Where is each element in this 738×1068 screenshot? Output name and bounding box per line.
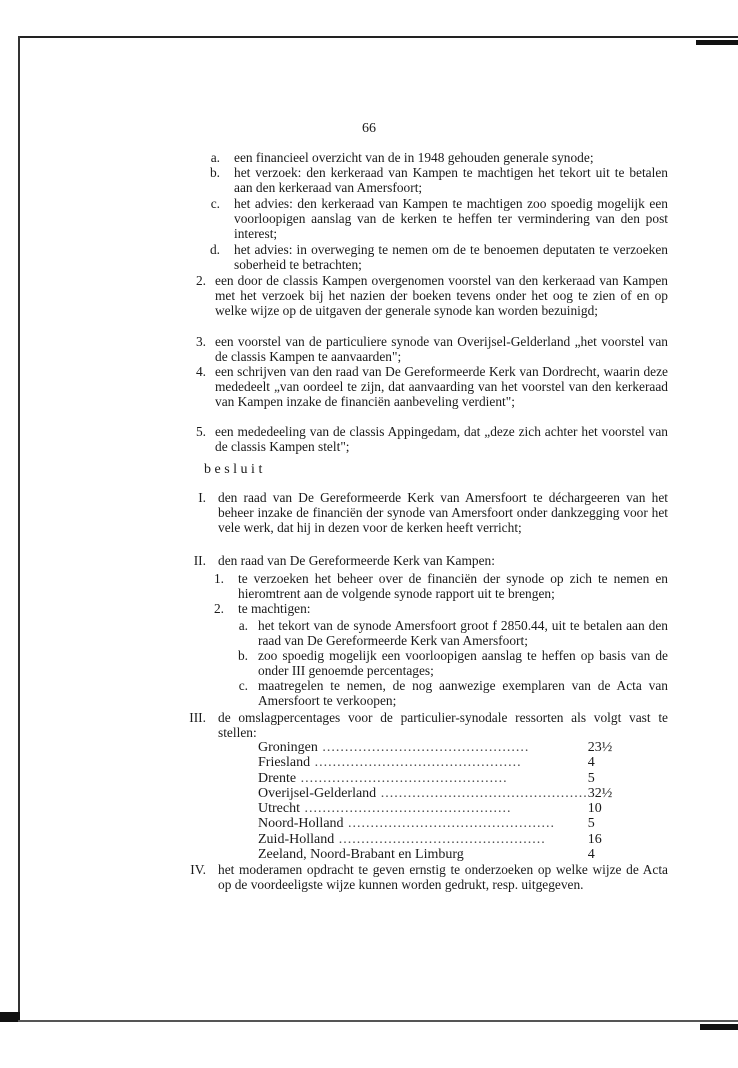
item-b-label: b. <box>209 165 220 180</box>
decision-iv-label: IV. <box>190 862 206 877</box>
item-3-text: een voorstel van de particuliere synode van Overijsel-Gelderland „het voorstel van de classis Kampen te aanvaarden"; <box>215 334 668 364</box>
percentage-row: Utrecht .............................................. 10 <box>258 801 628 816</box>
item-5-text: een mededeeling van de classis Appingedam, dat „deze zich achter het voorstel van de classis Kampen stelt"; <box>215 424 668 454</box>
percentage-row: Noord-Holland .............................................. 5 <box>258 816 628 831</box>
region-value: 23½ <box>587 740 613 755</box>
percentage-table <box>258 740 628 862</box>
percentage-row: Zuid-Holland .............................................. 16 <box>258 832 628 847</box>
region-name: Drente <box>258 770 297 786</box>
decision-ii-text: den raad van De Gereformeerde Kerk van Kampen: <box>218 553 495 568</box>
item-a-label: a. <box>210 150 220 165</box>
percentage-row: Drente .............................................. 5 <box>258 771 628 786</box>
percentage-row: Friesland .............................................. 4 <box>258 755 628 770</box>
region-name: Zuid-Holland <box>258 831 335 847</box>
decision-ii-c-label: c. <box>238 678 248 693</box>
region-name: Utrecht <box>258 801 300 817</box>
item-2-label: 2. <box>195 273 206 288</box>
item-c-text: het advies: den kerkeraad van Kampen te machtigen zoo spoedig mogelijk een voorloopigen aanslag van de kerken te heffen ter vermindering van den post interest; <box>234 196 668 241</box>
region-name: Overijsel-Gelderland <box>258 785 377 801</box>
item-4-label: 4. <box>195 364 206 379</box>
decision-ii-a-text: het tekort van de synode Amersfoort groot f 2850.44, uit te betalen aan den raad van De Gereformeerde Kerk van Amersfoort; <box>258 618 668 648</box>
decision-ii-sub2-text: te machtigen: <box>238 601 311 616</box>
item-5-label: 5. <box>195 424 206 439</box>
region-name: Noord-Holland <box>258 816 344 832</box>
page-number: 66 <box>362 121 376 136</box>
region-value: 4 <box>587 847 595 863</box>
decision-ii-sub1-text: te verzoeken het beheer over de financiën der synode op zich te nemen en hieromtrent aan de volgende synode rapport uit te brengen; <box>238 571 668 601</box>
decision-ii-c-text: maatregelen te nemen, de nog aanwezige exemplaren van de Acta van Amersfoort te verkoopen; <box>258 678 668 708</box>
decision-ii-b-label: b. <box>237 648 248 663</box>
region-value: 4 <box>587 755 595 771</box>
decision-i-text: den raad van De Gereformeerde Kerk van Amersfoort te déchargeeren van het beheer inzake de financiën der synode van Amersfoort onder dankzegging voor het vele werk, dat hij in dezen voor de kerken heeft verricht; <box>218 490 668 535</box>
item-2-text: een door de classis Kampen overgenomen voorstel van den kerkeraad van Kampen met het verzoek bij het nazien der boeken tevens onder het oog te zien of en op welke wijze op de uitgaven der generale synode kan worden bezuinigd; <box>215 273 668 318</box>
region-name: Friesland <box>258 755 311 771</box>
besluit-heading: besluit <box>204 462 266 477</box>
item-c-label: c. <box>210 196 220 211</box>
region-name: Groningen <box>258 740 318 755</box>
region-value: 32½ <box>587 785 613 801</box>
region-value: 10 <box>587 801 602 817</box>
decision-ii-label: II. <box>193 553 206 568</box>
region-value: 5 <box>587 816 595 832</box>
decision-iv-text: het moderamen opdracht te geven ernstig te onderzoeken op welke wijze de Acta op de voordeeligste wijze kunnen worden gedrukt, resp. uitgegeven. <box>218 862 668 892</box>
decision-iii-label: III. <box>189 710 206 725</box>
percentage-row: Groningen .............................................. 23½ <box>258 740 628 755</box>
decision-iii-text: de omslagpercentages voor de particulier-synodale ressorten als volgt vast te stellen: <box>218 710 668 740</box>
region-value: 16 <box>587 831 602 847</box>
item-d-label: d. <box>209 242 220 257</box>
decision-i-label: I. <box>198 490 206 505</box>
region-value: 5 <box>587 770 595 786</box>
percentage-row <box>258 847 628 862</box>
item-4-text: een schrijven van den raad van De Gereformeerde Kerk van Dordrecht, waarin deze mededeelt „van oordeel te zijn, dat aanvaarding van het voorstel van den kerkeraad van Kampen inzake de financiën aanbeveling verdient"; <box>215 364 668 409</box>
decision-ii-sub2-label: 2. <box>213 601 224 616</box>
item-a-text: een financieel overzicht van de in 1948 gehouden generale synode; <box>234 150 594 165</box>
decision-ii-sub1-label: 1. <box>213 571 224 586</box>
percentage-row: Overijsel-Gelderland .............................................. 32½ <box>258 786 628 801</box>
region-name: Zeeland, Noord-Brabant en Limburg <box>258 847 464 863</box>
decision-ii-a-label: a. <box>238 618 248 633</box>
item-3-label: 3. <box>195 334 206 349</box>
item-b-text: het verzoek: den kerkeraad van Kampen te machtigen het tekort uit te betalen aan den kerkeraad van Amersfoort; <box>234 165 668 195</box>
decision-ii-b-text: zoo spoedig mogelijk een voorloopigen aanslag te heffen op basis van de onder III genoemde percentages; <box>258 648 668 678</box>
item-d-text: het advies: in overweging te nemen om de te benoemen deputaten te verzoeken soberheid te betrachten; <box>234 242 668 272</box>
